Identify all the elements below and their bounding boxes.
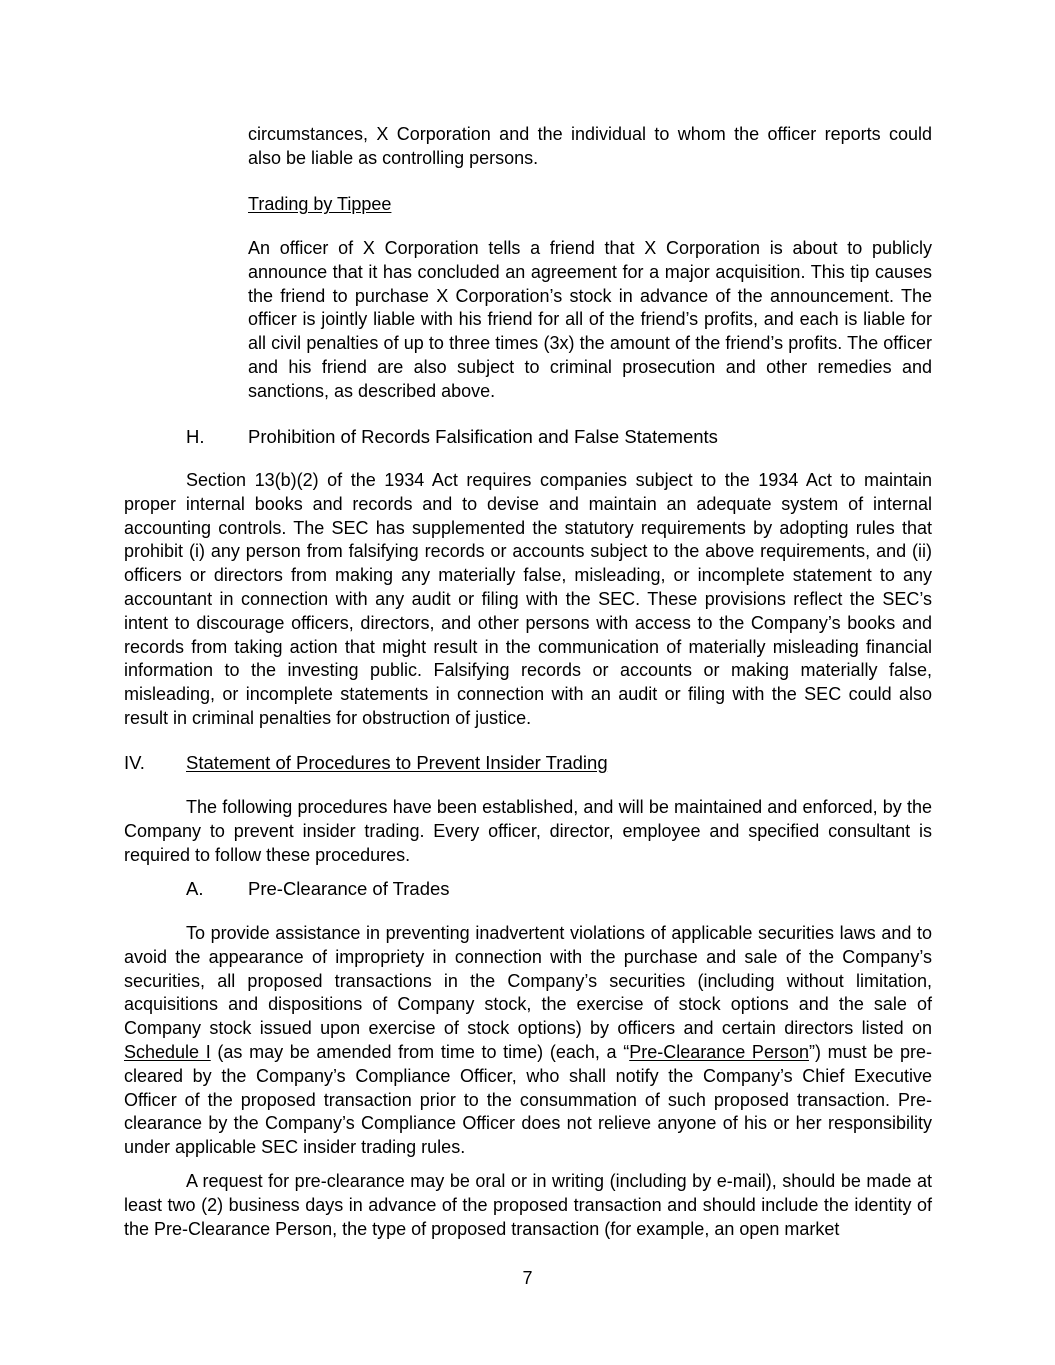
page-number: 7 bbox=[522, 1268, 533, 1288]
section-a-paragraph-1 bbox=[124, 922, 932, 1160]
pre-clearance-text-part-2: (as may be amended from time to time) (each, a “ bbox=[210, 1041, 630, 1062]
continuation-paragraph: circumstances, X Corporation and the individual to whom the officer reports could also be liable as controlling persons. bbox=[248, 124, 932, 168]
section-h-paragraph: Section 13(b)(2) of the 1934 Act requires companies subject to the 1934 Act to maintain proper internal books and records and to devise and maintain an adequate system of internal accounting controls. The SEC has supplemented the statutory requirements by adopting rules that prohibit (i) any person from falsifying records or accounts subject to the above requirements, and (ii) officers or directors from making any materially false, misleading, or incomplete statement to any accountant in connection with any audit or filing with the SEC. These provisions reflect the SEC’s intent to discourage officers, directors, and other persons with access to the Company’s books and records from taking action that might result in the communication of materially misleading financial information to the investing public. Falsifying records or accounts or making materially false, misleading, or incomplete statements in connection with an audit or filing with the SEC could also result in criminal penalties for obstruction of justice. bbox=[124, 470, 932, 728]
section-iv-paragraph: The following procedures have been established, and will be maintained and enforced, by the Company to prevent insider trading. Every officer, director, employee and specified consultant is required to follow these procedures. bbox=[124, 797, 932, 865]
example-heading bbox=[248, 193, 932, 217]
schedule-i-reference: Schedule I bbox=[124, 1041, 211, 1062]
section-iv-heading bbox=[124, 751, 932, 775]
pre-clearance-person-term: Pre-Clearance Person bbox=[629, 1041, 809, 1062]
section-a-title: Pre-Clearance of Trades bbox=[248, 878, 450, 899]
pre-clearance-text-part-1: To provide assistance in preventing inadvertent violations of applicable securities laws and to avoid the appearance of impropriety in connection with the purchase and sale of the Company’s securities, all proposed transactions in the Company’s securities (including without limitation, acquisitions and dispositions of Company stock, the exercise of stock options and the sale of Company stock issued upon exercise of stock options) by officers and certain directors listed on bbox=[124, 923, 932, 1039]
section-a-label: A. bbox=[186, 878, 204, 899]
pre-clearance-text-part-3: ”) must be pre-cleared by the Company’s Compliance Officer, who shall notify the Company’s Chief Executive Officer of the proposed transaction prior to the consummation of such proposed transaction. Pre-clearance by the Company’s Compliance Officer does not relieve anyone of his or her responsibility under applicable SEC insider trading rules. bbox=[124, 1041, 932, 1158]
example-heading-text: Trading by Tippee bbox=[248, 194, 392, 214]
section-h-label: H. bbox=[186, 426, 205, 447]
section-iv-label: IV. bbox=[124, 752, 145, 773]
section-h-heading bbox=[186, 425, 932, 449]
section-a-paragraph-2: A request for pre-clearance may be oral or in writing (including by e-mail), should be made at least two (2) business days in advance of the proposed transaction and should include the identity of the Pre-Clearance Person, the type of proposed transaction (for example, an open market bbox=[124, 1171, 932, 1239]
section-iv-title: Statement of Procedures to Prevent Insider Trading bbox=[186, 752, 608, 773]
section-h-title: Prohibition of Records Falsification and False Statements bbox=[248, 426, 718, 447]
section-a-heading bbox=[186, 877, 932, 901]
example-paragraph: An officer of X Corporation tells a friend that X Corporation is about to publicly announce that it has concluded an agreement for a major acquisition. This tip causes the friend to purchase X Corporation’s stock in advance of the announcement. The officer is jointly liable with his friend for all of the friend’s profits, and each is liable for all civil penalties of up to three times (3x) the amount of the friend’s profits. The officer and his friend are also subject to criminal prosecution and other remedies and sanctions, as described above. bbox=[248, 238, 932, 401]
